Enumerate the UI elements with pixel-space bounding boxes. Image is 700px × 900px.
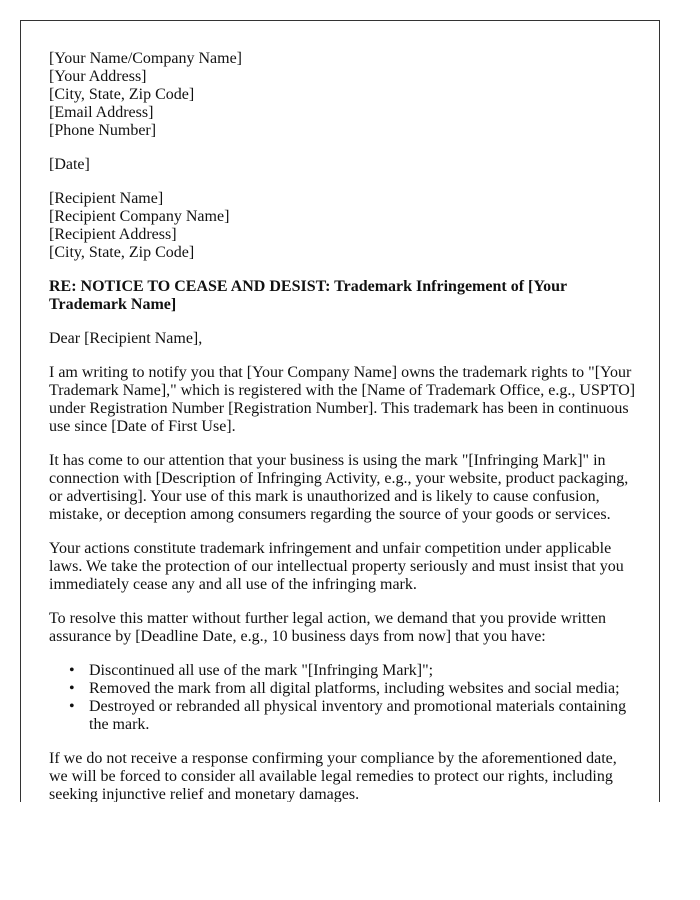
letter-content <box>49 50 639 802</box>
subject-line: RE: NOTICE TO CEASE AND DESIST: Trademark Infringement of [Your Trademark Name] <box>49 278 567 313</box>
demand-item <box>69 662 639 680</box>
demands-list <box>49 662 639 734</box>
recipient-company: [Recipient Company Name] <box>49 208 230 225</box>
demand-text: Destroyed or rebranded all physical inventory and promotional materials containing the mark. <box>89 698 627 733</box>
paragraph-ownership: I am writing to notify you that [Your Company Name] owns the trademark rights to "[Your Trademark Name]," which is registered with the [Name of Trademark Office, e.g., USPTO] under Registration Number [Registration Number]. This trademark has been in continuous use since [Date of First Use]. <box>49 364 636 435</box>
bullet-icon: • <box>69 698 75 715</box>
date-block <box>49 156 639 174</box>
sender-name: [Your Name/Company Name] <box>49 50 243 67</box>
recipient-address-block <box>49 190 639 262</box>
bullet-icon: • <box>69 662 75 679</box>
paragraph-consequences: If we do not receive a response confirming your compliance by the aforementioned date, we will be forced to consider all available legal remedies to protect our rights, including seeking injunctive relief and monetary damages. <box>49 750 617 802</box>
sender-phone: [Phone Number] <box>49 122 157 139</box>
sender-email: [Email Address] <box>49 104 154 121</box>
paragraph-infringement: It has come to our attention that your business is using the mark "[Infringing Mark]" in connection with [Description of Infringing Activity, e.g., your website, product packaging, or advertising]. Your use of this mark is unauthorized and is likely to cause confusion, mistake, or deception among consumers regarding the source of your goods or services. <box>49 452 629 523</box>
letter-page <box>20 20 660 802</box>
paragraph-demand-intro: To resolve this matter without further legal action, we demand that you provide written assurance by [Deadline Date, e.g., 10 business days from now] that you have: <box>49 610 606 645</box>
recipient-city-state-zip: [City, State, Zip Code] <box>49 244 195 261</box>
salutation: Dear [Recipient Name], <box>49 330 203 347</box>
letter-date: [Date] <box>49 156 90 173</box>
demand-item <box>69 698 639 734</box>
demand-item <box>69 680 639 698</box>
recipient-name: [Recipient Name] <box>49 190 164 207</box>
sender-city-state-zip: [City, State, Zip Code] <box>49 86 195 103</box>
paragraph-legal-basis: Your actions constitute trademark infringement and unfair competition under applicable laws. We take the protection of our intellectual property seriously and must insist that you immediately cease any and all use of the infringing mark. <box>49 540 624 593</box>
demand-text: Discontinued all use of the mark "[Infringing Mark]"; <box>89 662 434 679</box>
demand-text: Removed the mark from all digital platforms, including websites and social media; <box>89 680 620 697</box>
recipient-address: [Recipient Address] <box>49 226 177 243</box>
sender-address-block <box>49 50 639 140</box>
bullet-icon: • <box>69 680 75 697</box>
sender-address: [Your Address] <box>49 68 147 85</box>
